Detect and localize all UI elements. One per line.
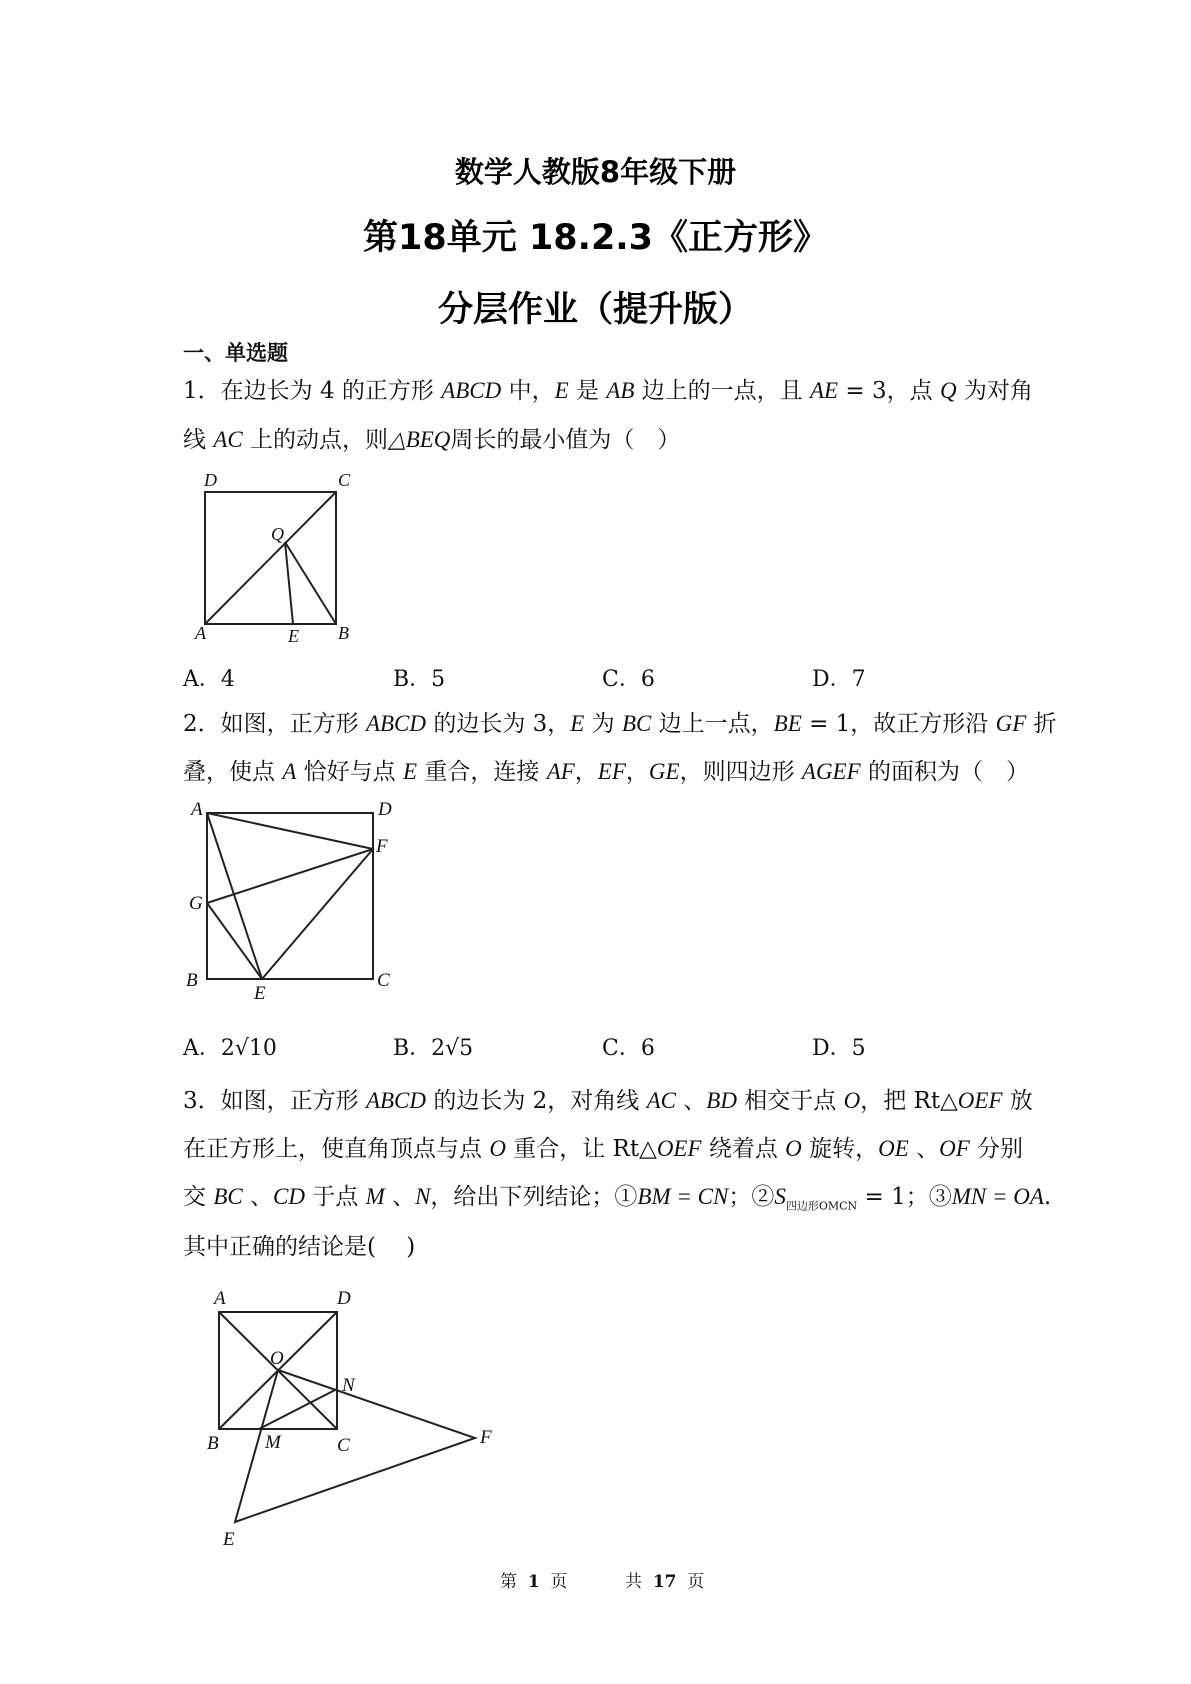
text: ，给出下列结论；① (430, 1184, 638, 1210)
homework-title: 分层作业（提升版） (437, 290, 753, 330)
label-a: A (195, 623, 206, 643)
text: 为 (584, 711, 622, 737)
math: CD (273, 1184, 305, 1209)
math: MN = OA (951, 1184, 1044, 1209)
text: ，则四边形 (679, 759, 802, 785)
math: BC (213, 1184, 243, 1209)
text: 重合，连接 (417, 759, 547, 785)
math: BM = CN (637, 1184, 729, 1209)
math: ABCD (365, 711, 427, 736)
math: AB (606, 378, 635, 403)
math: O (489, 1136, 506, 1161)
text: 在正方形上，使直角顶点与点 (183, 1136, 490, 1162)
label-c: C (377, 970, 390, 991)
math: △BEQ (388, 427, 451, 452)
label-f: F (376, 836, 388, 857)
text: 绕着点 (701, 1136, 786, 1162)
q1-option-c[interactable]: C．6 (602, 667, 655, 692)
q1-option-b[interactable]: B．5 (393, 667, 446, 692)
label-n: N (342, 1375, 355, 1396)
text: 1．在边长为 4 的正方形 (183, 378, 442, 404)
label-c: C (337, 1435, 350, 1456)
q2-text-line1 (183, 705, 1057, 738)
doc-title: 数学人教版8年级下册 (454, 155, 737, 189)
text: 为对角 (956, 378, 1033, 404)
q1-text-line1 (183, 372, 1033, 405)
q3-text-line1 (183, 1082, 1033, 1115)
text: 交 (183, 1184, 214, 1210)
math: EF (597, 759, 626, 784)
math: AGEF (801, 759, 861, 784)
text: 页 (687, 1572, 705, 1592)
total-pages (625, 1567, 704, 1592)
text: 2．如图，正方形 (183, 711, 366, 737)
label-q: Q (271, 524, 284, 544)
math: AF (546, 759, 575, 784)
q2-option-a[interactable]: A．2√10 (183, 1036, 277, 1061)
label-g: G (189, 893, 203, 914)
text: 于点 (304, 1184, 366, 1210)
q2-segment-ef (262, 849, 373, 979)
label-d: D (204, 470, 217, 490)
math: ABCD (441, 378, 502, 403)
text: 17 (652, 1572, 677, 1592)
q1-option-d[interactable]: D．7 (812, 667, 866, 692)
q2-segment-ge (207, 903, 262, 979)
label-e: E (254, 983, 266, 1004)
text: 旋转， (801, 1136, 879, 1162)
text: 、 (908, 1136, 940, 1162)
text: 折 (1026, 711, 1057, 737)
text: 的边长为 2，对角线 (426, 1088, 647, 1114)
label-b: B (207, 1433, 219, 1454)
text: = 3，点 (838, 378, 940, 404)
q2-option-b[interactable]: B．2√5 (393, 1036, 474, 1061)
label-m: M (265, 1432, 281, 1453)
text: 放 (1002, 1088, 1033, 1114)
math: Q (939, 378, 957, 403)
subscript: 四边形OMCN (785, 1199, 858, 1213)
label-f: F (480, 1427, 492, 1448)
label-d: D (378, 799, 392, 820)
math: N (415, 1184, 431, 1209)
math: E (570, 711, 585, 736)
q1-option-a[interactable]: A．4 (183, 667, 235, 692)
q3-text-line2 (183, 1130, 1023, 1163)
q2-square (207, 813, 373, 979)
text: 恰好与点 (296, 759, 403, 785)
text: 边上的一点，且 (634, 378, 810, 404)
math: BE (773, 711, 802, 736)
math: BD (706, 1088, 737, 1113)
text: 上的动点，则 (242, 427, 389, 453)
text: 分别 (969, 1136, 1024, 1162)
text: 边上一点， (651, 711, 774, 737)
math: AE (810, 378, 839, 403)
text: 1 (527, 1572, 540, 1592)
q2-option-c[interactable]: C．6 (602, 1036, 655, 1061)
math: ABCD (365, 1088, 427, 1113)
math: S (774, 1184, 786, 1209)
math: O (785, 1136, 802, 1161)
q2-segment-gf (207, 849, 373, 903)
section-heading: 一、单选题 (183, 341, 288, 365)
math: M (365, 1184, 385, 1209)
math: OE (878, 1136, 909, 1161)
label-b: B (186, 970, 198, 991)
text: 中， (501, 378, 555, 404)
text: 是 (568, 378, 607, 404)
math: BC (621, 711, 652, 736)
math: OEF (656, 1136, 702, 1161)
math: E (554, 378, 569, 403)
text: . (1043, 1184, 1052, 1210)
text: 、 (675, 1088, 707, 1114)
text: ；② (728, 1184, 775, 1210)
text: 页 (550, 1572, 568, 1592)
label-b: B (338, 623, 349, 643)
text: ， (574, 759, 598, 785)
q3-text-line4: 其中正确的结论是( ) (183, 1234, 416, 1260)
q1-diagonal-ac (205, 492, 336, 624)
math: GE (648, 759, 680, 784)
label-o: O (270, 1348, 284, 1369)
text: 3．如图，正方形 (183, 1088, 366, 1114)
math: A (282, 759, 297, 784)
text: 的边长为 3， (426, 711, 571, 737)
text: 的面积为（ ） (860, 759, 1029, 785)
q2-option-d[interactable]: D．5 (812, 1036, 866, 1061)
text: 、 (384, 1184, 416, 1210)
text: 相交于点 (736, 1088, 844, 1114)
math: GF (995, 711, 1027, 736)
text: = 1；③ (857, 1184, 952, 1210)
text: = 1，故正方形沿 (801, 711, 996, 737)
q2-segment-af (207, 813, 373, 849)
text: 周长的最小值为（ ） (450, 427, 681, 453)
q2-segment-ae (207, 813, 262, 979)
math: OF (939, 1136, 970, 1161)
math: OEF (957, 1088, 1003, 1113)
label-e: E (223, 1529, 235, 1550)
math: AC (213, 427, 243, 452)
page-number (500, 1567, 567, 1592)
text: 第 (500, 1572, 517, 1592)
text: ， (625, 759, 649, 785)
text: 重合，让 Rt△ (505, 1136, 657, 1162)
q2-figure (180, 793, 410, 1013)
q1-figure (180, 465, 370, 645)
math: E (403, 759, 418, 784)
math: O (843, 1088, 861, 1113)
unit-title: 第18单元 18.2.3《正方形》 (363, 218, 828, 258)
label-a: A (191, 799, 203, 820)
text: 线 (183, 427, 214, 453)
label-a: A (214, 1288, 226, 1309)
q1-text-line2 (183, 421, 680, 454)
text: 、 (242, 1184, 274, 1210)
q3-figure (180, 1275, 530, 1555)
text: ，把 Rt△ (860, 1088, 958, 1114)
label-d: D (337, 1288, 351, 1309)
q3-text-line3 (183, 1178, 1051, 1214)
label-e: E (288, 626, 299, 645)
text: 叠，使点 (183, 759, 283, 785)
label-c: C (338, 470, 351, 490)
q2-text-line2 (183, 753, 1029, 786)
math: AC (646, 1088, 676, 1113)
text: 共 (625, 1572, 642, 1592)
